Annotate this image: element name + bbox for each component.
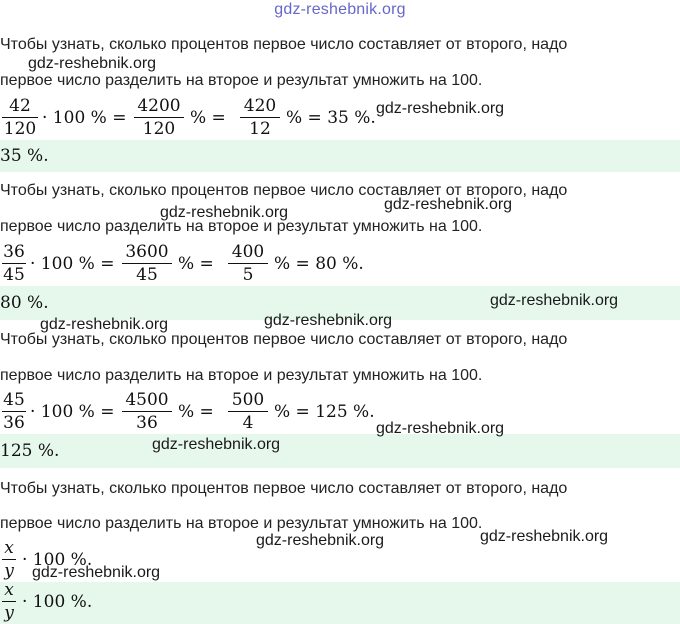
fraction: 36 45 [3,242,25,285]
intro-line-1: Чтобы узнать, сколько процентов первое число составляет от второго, надо [0,480,568,497]
intro-line-2: первое число разделить на второе и результат умножить на 100. [0,72,483,89]
formula-text: · 100 % = [42,108,127,128]
watermark: gdz-reshebnik.org [480,528,609,545]
watermark: gdz-reshebnik.org [376,420,505,437]
fraction: 3600 45 [122,242,172,285]
watermark: gdz-reshebnik.org [256,532,385,549]
intro-line-1: Чтобы узнать, сколько процентов первое число составляет от второго, надо [0,182,568,199]
watermark: gdz-reshebnik.org [32,564,161,581]
formula-text: % = 80 %. [274,254,364,274]
watermark: gdz-reshebnik.org [152,436,281,453]
intro-line-2: первое число разделить на второе и результат умножить на 100. [0,218,483,235]
answer-band-3 [0,434,680,468]
answer-1: 35 %. [0,146,49,166]
watermark: gdz-reshebnik.org [28,55,157,72]
fraction: 42 120 [3,96,37,139]
watermark: gdz-reshebnik.org [384,196,513,213]
watermark: gdz-reshebnik.org [264,312,393,329]
formula-text: % = [178,402,214,422]
formula-text: · 100 % = [30,402,115,422]
formula-text: · 100 %. [22,550,93,570]
intro-line-2: первое число разделить на второе и результат умножить на 100. [0,367,483,384]
watermark: gdz-reshebnik.org [376,100,505,117]
answer-band-1 [0,140,680,172]
intro-line-1: Чтобы узнать, сколько процентов первое число составляет от второго, надо [0,36,568,53]
fraction: 420 12 [240,96,280,139]
fraction: 500 4 [228,390,268,433]
fraction: 400 5 [228,242,268,285]
formula-3 [0,390,680,434]
answer-4 [0,580,680,624]
fraction: x y [2,580,16,623]
formula-text: % = 125 %. [274,402,375,422]
header-watermark: gdz-reshebnik.org [274,1,406,18]
watermark: gdz-reshebnik.org [40,316,169,333]
watermark: gdz-reshebnik.org [490,292,619,309]
formula-text: · 100 %. [22,592,93,612]
formula-text: % = [190,108,226,128]
formula-2 [0,242,680,286]
formula-text: % = [178,254,214,274]
answer-3: 125 %. [0,441,60,461]
watermark: gdz-reshebnik.org [160,204,289,221]
intro-line-1: Чтобы узнать, сколько процентов первое число составляет от второго, надо [0,331,568,348]
intro-line-2: первое число разделить на второе и результат умножить на 100. [0,515,483,532]
fraction: x y [2,538,16,581]
fraction: 4500 36 [122,390,172,433]
formula-1 [0,96,680,140]
answer-2: 80 %. [0,293,49,313]
fraction: 45 36 [3,390,25,433]
fraction: 4200 120 [134,96,184,139]
formula-text: % = 35 %. [286,108,376,128]
formula-text: · 100 % = [30,254,115,274]
